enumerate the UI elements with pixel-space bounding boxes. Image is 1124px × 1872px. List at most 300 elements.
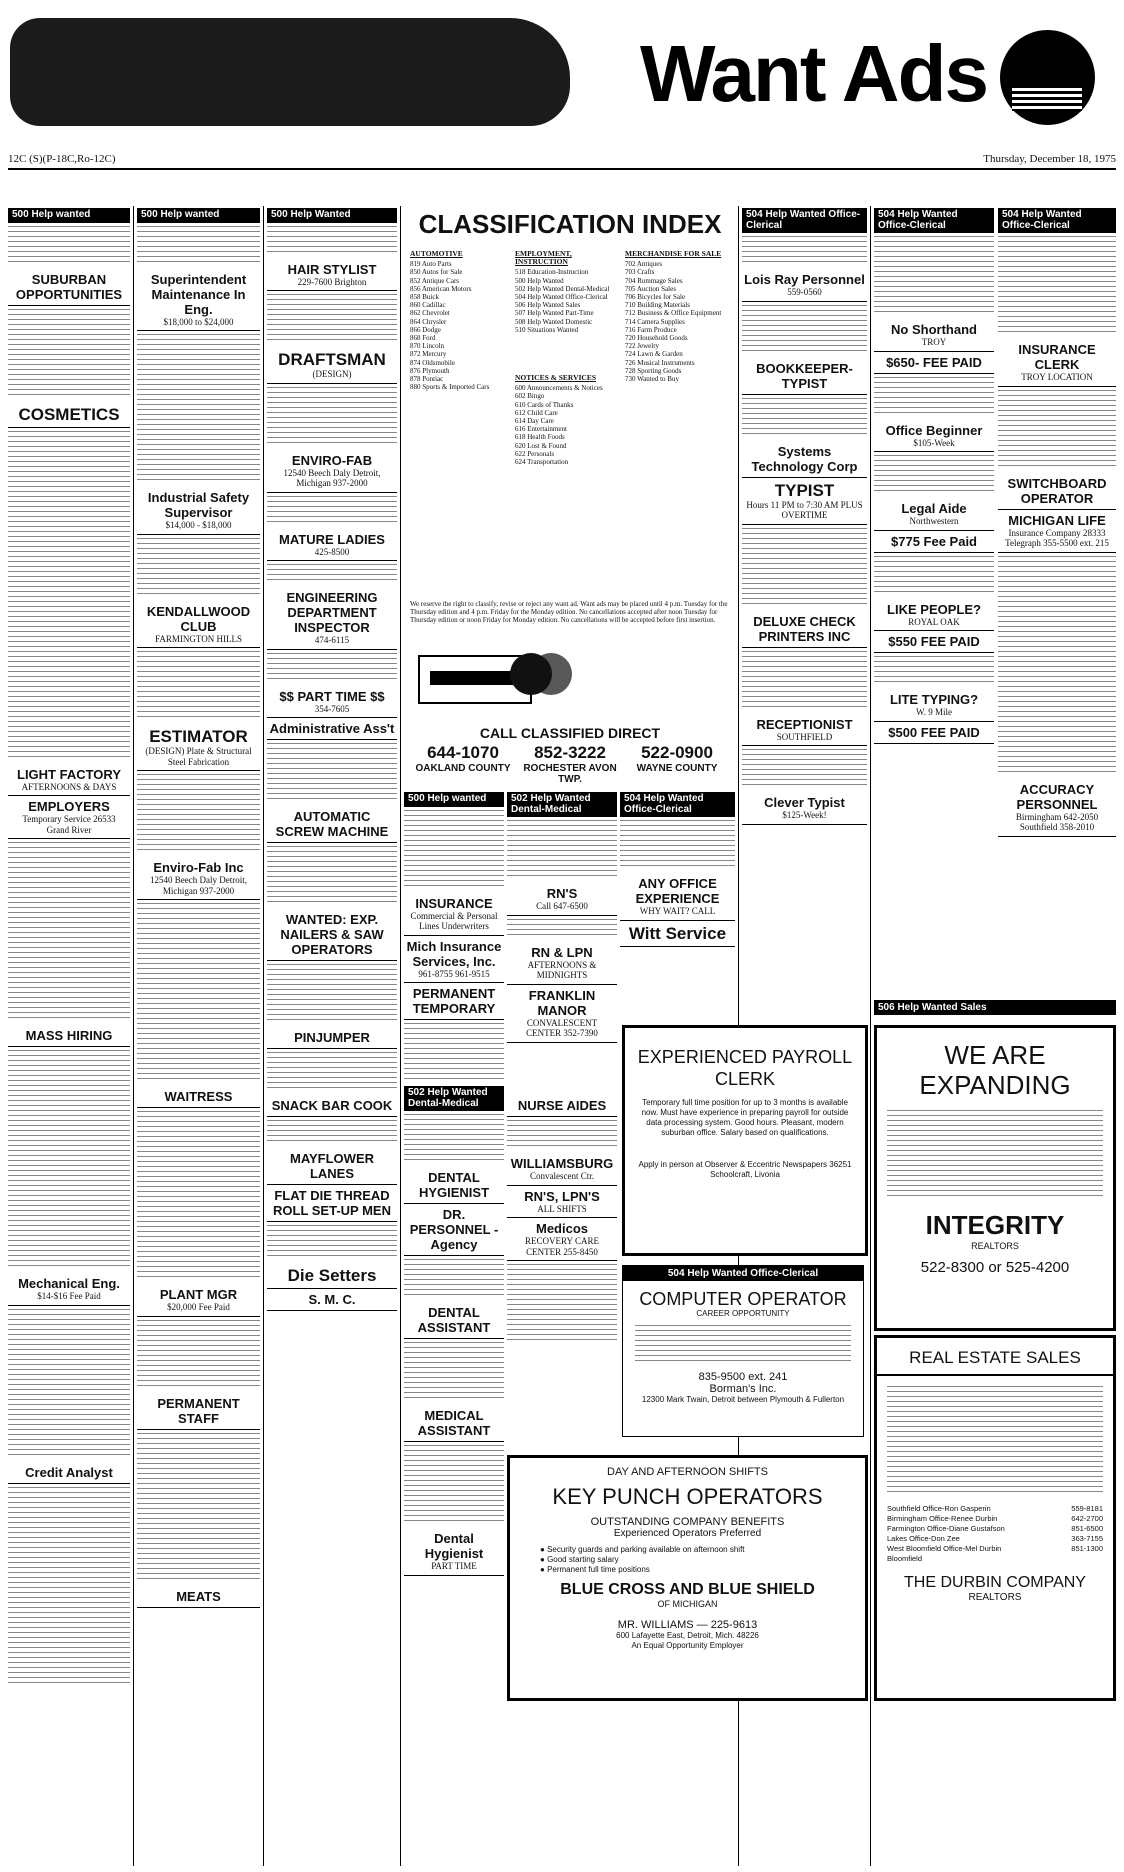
phone-oakland <box>410 743 516 774</box>
column-header: 504 Help Wanted Office-Clerical <box>620 792 735 817</box>
ad-top-line: DAY AND AFTERNOON SHIFTS <box>607 1466 768 1478</box>
ad <box>404 1528 504 1576</box>
office-row: Southfield Office-Ron Gasperin 559-8181 <box>887 1504 1103 1513</box>
ad-heading: COSMETICS <box>18 404 120 424</box>
payroll-clerk-ad <box>622 1025 868 1256</box>
ad-address: 12300 Mark Twain, Detroit between Plymouth & Fullerton <box>641 1395 845 1404</box>
index-item: 508 Help Wanted Domestic <box>515 317 593 326</box>
ad-subtext: W. 9 Mile <box>916 707 952 717</box>
ad-heading: Industrial Safety Supervisor <box>147 490 250 520</box>
ad <box>507 942 617 985</box>
ad-text <box>635 1325 851 1365</box>
ad-heading: ENGINEERING DEPARTMENT INSPECTOR <box>286 590 378 635</box>
ad-text <box>507 919 617 939</box>
ad <box>742 714 867 747</box>
column-2 <box>137 206 260 1866</box>
ad <box>137 1393 260 1430</box>
index-item: 504 Help Wanted Office-Clerical <box>515 293 608 302</box>
ad-heading: Clever Typist <box>764 795 845 810</box>
ad-text <box>742 528 867 608</box>
ad-subtext: TROY LOCATION <box>1021 372 1093 382</box>
index-group-name: NOTICES & SERVICES <box>515 373 597 383</box>
ad-text <box>874 556 994 596</box>
column-5 <box>507 790 617 1090</box>
index-item: 618 Health Foods <box>515 433 565 442</box>
ad <box>507 883 617 916</box>
ad-text <box>137 903 260 1083</box>
column-header: 502 Help Wanted Dental-Medical <box>404 1086 504 1111</box>
bullet: ● Permanent full time positions <box>540 1565 650 1574</box>
ad-company: INTEGRITY <box>925 1210 1065 1240</box>
ad <box>507 1218 617 1261</box>
ad-address: 600 Lafayette East, Detroit, Mich. 48226 <box>616 1631 759 1640</box>
ad-text <box>267 387 397 447</box>
ad <box>267 1185 397 1222</box>
index-item: 728 Sporting Goods <box>625 366 682 375</box>
ad <box>742 611 867 648</box>
ad-heading: WAITRESS <box>164 1089 233 1104</box>
ad <box>404 936 504 984</box>
ad-heading: WILLIAMSBURG <box>510 1156 614 1171</box>
ad-subtext: Convalescent Ctr. <box>530 1171 594 1181</box>
ad-text <box>137 334 260 484</box>
column-3 <box>267 206 397 1866</box>
ad-heading: INSURANCE <box>415 895 493 911</box>
ad <box>8 1462 130 1484</box>
ad-text <box>137 226 260 266</box>
ad-subtext: 354-7605 <box>314 703 350 714</box>
ad-realtors: REALTORS <box>968 1592 1022 1603</box>
ad <box>8 764 130 797</box>
ad-text <box>8 842 130 1022</box>
ad-text <box>742 305 867 355</box>
ad-heading: Credit Analyst <box>25 1464 113 1480</box>
ad <box>8 1273 130 1306</box>
ad <box>8 796 130 839</box>
index-item: 702 Antiques <box>625 260 663 269</box>
ad-heading: ENVIRO-FAB <box>291 452 373 468</box>
ad-heading: Systems Technology Corp <box>751 443 858 474</box>
ad-heading: SWITCHBOARD OPERATOR <box>1007 475 1107 506</box>
index-item: 502 Help Wanted Dental-Medical <box>515 284 610 293</box>
ad <box>267 1263 397 1289</box>
masthead-title: Want Ads <box>640 29 987 118</box>
ad-heading: RN'S, LPN'S <box>524 1188 600 1204</box>
ad-text <box>137 1111 260 1281</box>
ad-text <box>404 810 504 890</box>
ad <box>137 724 260 771</box>
index-group-name: MERCHANDISE FOR SALE <box>625 249 722 258</box>
index-group <box>410 250 510 391</box>
index-item: 622 Personals <box>515 449 555 458</box>
ad-subtext: Commercial & Personal Lines Underwriters <box>410 910 498 931</box>
index-policy-note: We reserve the right to classify, revise or reject any want ad. Want ads may be placed until 4 p.m. Tuesday for the Thursday edition and 4 p.m. Friday for the Monday edition. No cancellations accepted after noon Tuesday for Thursday edition or noon Friday for Monday edition. No cancellations will be accepted before first insertion. <box>410 600 728 624</box>
ad <box>620 873 735 921</box>
index-item: 710 Building Materials <box>625 301 690 310</box>
ad-heading: $550 FEE PAID <box>888 634 980 649</box>
ad-eeo: An Equal Opportunity Employer <box>631 1641 744 1650</box>
ad-realtors: REALTORS <box>971 1241 1019 1251</box>
ad-text <box>742 236 867 266</box>
ad-heading: Lois Ray Personnel <box>744 272 865 287</box>
index-item: 876 Plymouth <box>410 366 450 375</box>
ad <box>267 259 397 292</box>
ad-text <box>887 1110 1103 1200</box>
index-item: 874 Oldsmobile <box>410 358 455 367</box>
master-charge-logo-icon <box>510 645 572 707</box>
ad-company: THE DURBIN COMPANY <box>904 1574 1086 1591</box>
ad-subtext: 12540 Beech Daly Detroit, Michigan 937-2000 <box>150 875 247 896</box>
index-item: 706 Bicycles for Sale <box>625 293 686 302</box>
ad-text <box>137 651 260 721</box>
ad-text <box>267 964 397 1024</box>
ad-heading: COMPUTER OPERATOR <box>639 1289 847 1309</box>
column-header: 504 Help Wanted Office-Clerical <box>742 208 867 233</box>
ad-subtext: OUTSTANDING COMPANY BENEFITS <box>590 1516 785 1528</box>
index-item: 716 Farm Produce <box>625 325 677 334</box>
ad-heading: BOOKKEEPER-TYPIST <box>756 360 853 391</box>
index-item: 858 Buick <box>410 293 439 302</box>
ad-subtext: ROYAL OAK <box>908 616 960 627</box>
integrity-ad <box>874 1025 1116 1331</box>
ad-heading: No Shorthand <box>891 322 977 337</box>
key-punch-ad <box>507 1455 868 1701</box>
ad <box>267 347 397 384</box>
ad-subtext: PART TIME <box>431 1561 477 1571</box>
ad-text <box>267 653 397 683</box>
ad-heading: DRAFTSMAN <box>278 350 386 369</box>
ad <box>267 450 397 493</box>
index-item: 860 Cadillac <box>410 301 446 310</box>
ad-text <box>620 820 735 870</box>
column-rule <box>870 206 871 1866</box>
ad-text <box>267 846 397 906</box>
bullet: ● Security guards and parking available on afternoon shift <box>540 1545 745 1554</box>
ad-text <box>8 431 130 761</box>
durbin-ad <box>874 1335 1116 1701</box>
ad-subtext: (DESIGN) <box>312 369 352 379</box>
ad-heading: Medicos <box>535 1221 588 1236</box>
ad <box>874 599 994 632</box>
index-item: 868 Ford <box>410 334 436 343</box>
ad-heading: FRANKLIN MANOR <box>528 987 596 1018</box>
ad <box>742 441 867 478</box>
ad-subtext: 229-7600 Brighton <box>297 276 367 287</box>
ad-text <box>8 309 130 399</box>
ad <box>137 1086 260 1108</box>
index-item: 870 Lincoln <box>410 342 445 351</box>
office-row: Farmington Office-Diane Gustafson 851-6500 <box>887 1524 1103 1533</box>
ad-heading: $$ PART TIME $$ <box>279 688 385 704</box>
ad-text <box>137 538 260 598</box>
index-item: 714 Camera Supplies <box>625 317 685 326</box>
column-4 <box>404 790 504 1866</box>
ad-subtext: 12540 Beech Daly Detroit, Michigan 937-2000 <box>283 467 381 488</box>
phone-wayne <box>624 743 730 774</box>
ad-heading: DELUXE CHECK PRINTERS INC <box>753 613 856 644</box>
ad-text <box>267 1120 397 1145</box>
ad-heading: RN'S <box>546 886 578 901</box>
ad <box>404 893 504 936</box>
column-5-lower <box>507 1095 617 1395</box>
ad-heading: MATURE LADIES <box>279 531 385 547</box>
ad <box>267 1095 397 1117</box>
ad-text <box>8 1309 130 1459</box>
ad-heading: ANY OFFICE EXPERIENCE <box>635 876 720 906</box>
ad <box>267 1148 397 1185</box>
index-item: 878 Pontiac <box>410 375 444 384</box>
ad-subtext: 559-0560 <box>787 287 822 297</box>
ad-body: Temporary full time position for up to 3 months is available now. Must have experience in preparing payroll for outside data processing system. Good hours. Pleasant, modern suburban office. Salary based on qualifications. <box>641 1098 849 1137</box>
ad-subtext: $20,000 Fee Paid <box>167 1302 230 1312</box>
index-item: 705 Auction Sales <box>625 284 676 293</box>
ad-text <box>874 236 994 316</box>
bullet: ● Good starting salary <box>540 1555 619 1564</box>
ad-text <box>8 1487 130 1687</box>
ad-heading: Superintendent Maintenance In Eng. <box>150 271 247 317</box>
index-item: 862 Chevrolet <box>410 309 450 318</box>
ad <box>404 1167 504 1204</box>
ad <box>742 478 867 525</box>
ad <box>620 921 735 947</box>
masthead-smear <box>10 18 570 126</box>
computer-operator-ad <box>622 1265 864 1437</box>
ad-heading: $650- FEE PAID <box>886 354 982 370</box>
ad <box>404 1405 504 1442</box>
ad-heading: Mich Insurance Services, Inc. <box>406 938 502 969</box>
ad-subtext: 474-6115 <box>314 635 350 645</box>
ad-subtext: $125-Week! <box>782 810 827 820</box>
ad-heading: $775 Fee Paid <box>891 533 977 549</box>
ad <box>267 1027 397 1049</box>
ad-text <box>267 226 397 256</box>
ad-heading: ACCURACY PERSONNEL <box>1016 781 1098 812</box>
ad-heading: Office Beginner <box>885 422 983 438</box>
ad-text <box>887 1386 1103 1496</box>
ad-heading: ESTIMATOR <box>149 727 248 746</box>
ad <box>267 686 397 719</box>
ad-heading: Mechanical Eng. <box>18 1276 120 1291</box>
ad-subtext: Call 647-6500 <box>536 901 588 911</box>
ad-heading: LIKE PEOPLE? <box>887 601 981 617</box>
ad-subtext: $14-$16 Fee Paid <box>37 1291 101 1301</box>
ad-text <box>507 820 617 880</box>
index-item: 602 Bingo <box>515 392 545 401</box>
ad <box>874 531 994 553</box>
ad-heading: RECEPTIONIST <box>756 716 853 732</box>
index-item: 620 Lost & Found <box>515 441 567 450</box>
ad <box>742 792 867 825</box>
ad-subtext: FARMINGTON HILLS <box>155 633 242 644</box>
ad <box>404 1302 504 1339</box>
phone-number: 852-3222 <box>534 743 606 762</box>
index-group <box>515 250 620 466</box>
phone-rochester <box>517 743 623 785</box>
ad-subtext: Northwestern <box>909 516 959 526</box>
ad-text <box>267 1052 397 1092</box>
ad-heading: PERMANENT STAFF <box>157 1395 240 1426</box>
ad-text <box>267 1225 397 1260</box>
index-item: 726 Musical Instruments <box>625 358 695 367</box>
ad <box>267 587 397 650</box>
ad-subtext: CAREER OPPORTUNITY <box>696 1309 790 1318</box>
ad-heading: WANTED: EXP. NAILERS & SAW OPERATORS <box>280 912 384 957</box>
ad <box>874 689 994 722</box>
ad-heading: DR. PERSONNEL - Agency <box>409 1207 499 1252</box>
ad-heading: NURSE AIDES <box>517 1098 607 1113</box>
ad-heading: Enviro-Fab Inc <box>153 860 244 875</box>
column-9 <box>998 206 1116 996</box>
index-item: 720 Household Goods <box>625 334 688 343</box>
phone-area: OAKLAND COUNTY <box>415 763 511 774</box>
ad-heading: $500 FEE PAID <box>888 724 980 740</box>
ad-heading: Legal Aide <box>901 501 967 516</box>
ad-text <box>137 1320 260 1390</box>
ad <box>874 352 994 374</box>
index-item: 600 Announcements & Notices <box>515 384 603 393</box>
column-header: 506 Help Wanted Sales <box>874 1000 1116 1015</box>
ad <box>137 1586 260 1608</box>
ad-subtext: CONVALESCENT CENTER 352-7390 <box>526 1017 598 1038</box>
ad-text <box>874 455 994 495</box>
ad-heading: INSURANCE CLERK <box>1018 342 1096 372</box>
ad <box>137 601 260 649</box>
index-item: 612 Child Care <box>515 408 558 417</box>
column-1 <box>8 206 130 1866</box>
index-item: 507 Help Wanted Part-Time <box>515 309 594 318</box>
ad-heading: PERMANENT TEMPORARY <box>412 986 496 1016</box>
call-direct-heading: CALL CLASSIFIED DIRECT <box>479 725 661 741</box>
ad-subtext: Insurance Company 28333 Telegraph 355-5500 ext. 215 <box>1005 527 1109 548</box>
ad-subtext: Hours 11 PM to 7:30 AM PLUS OVERTIME <box>746 499 863 520</box>
ad-heading: AUTOMATIC SCREW MACHINE <box>275 809 389 839</box>
index-item: 850 Autos for Sale <box>410 268 463 277</box>
ad-text <box>137 774 260 854</box>
ad-subtext: WHY WAIT? CALL <box>639 906 716 916</box>
ad <box>874 420 994 453</box>
ad <box>404 983 504 1020</box>
ad-company: BLUE CROSS AND BLUE SHIELD <box>560 1581 815 1598</box>
office-row: Bloomfield <box>887 1554 923 1563</box>
index-item: 724 Lawn & Garden <box>625 350 683 359</box>
column-6 <box>620 790 735 1010</box>
ad-heading: DENTAL HYGIENIST <box>418 1170 490 1200</box>
ad-subtext: Birmingham 642-2050 Southfield 358-2010 <box>1015 811 1099 832</box>
ad <box>8 1025 130 1047</box>
index-item: 866 Dodge <box>410 325 441 334</box>
ad-heading: MEATS <box>176 1588 221 1604</box>
ad-text <box>874 377 994 417</box>
ad-text <box>998 236 1116 336</box>
ad-phones: 522-8300 or 525-4200 <box>920 1259 1070 1276</box>
index-item: 872 Mercury <box>410 350 447 359</box>
index-item: 510 Situations Wanted <box>515 325 579 334</box>
ad-heading: Administrative Ass't <box>269 721 395 736</box>
ad <box>998 510 1116 553</box>
ad-subtext: TROY <box>921 337 947 347</box>
index-item: 730 Wanted to Buy <box>625 375 679 384</box>
ad <box>507 1186 617 1219</box>
ad-heading: MICHIGAN LIFE <box>1008 512 1106 528</box>
ad-text <box>742 398 867 438</box>
ad-text <box>404 1259 504 1299</box>
ad <box>998 473 1116 510</box>
ad-heading: MASS HIRING <box>25 1028 113 1043</box>
index-item: 722 Jewelry <box>625 342 660 351</box>
ad-subtext: AFTERNOONS & MIDNIGHTS <box>527 959 597 980</box>
publication-date: Thursday, December 18, 1975 <box>983 153 1116 165</box>
ad <box>137 1284 260 1317</box>
ad-heading: LIGHT FACTORY <box>17 766 121 782</box>
ad <box>507 985 617 1043</box>
column-header: 504 Help Wanted Office-Clerical <box>623 1266 863 1281</box>
index-item: 616 Entertainment <box>515 425 567 434</box>
column-7 <box>742 206 867 996</box>
column-header: 500 Help wanted <box>404 792 504 807</box>
column-header: 500 Help wanted <box>137 208 260 223</box>
index-item: 856 American Motors <box>410 284 472 293</box>
ad-apply: Apply in person at Observer & Eccentric Newspapers 36251 Schoolcraft, Livonia <box>638 1160 852 1179</box>
dateline <box>8 150 1116 170</box>
ad-subtext: (DESIGN) Plate & Structural Steel Fabrication <box>145 746 252 767</box>
newspaper-logo-icon <box>1000 30 1095 125</box>
ad-text <box>8 226 130 266</box>
ad-heading: WE ARE EXPANDING <box>919 1040 1071 1100</box>
ad-heading: KENDALLWOOD CLUB <box>146 603 251 634</box>
ad-subtext: ALL SHIFTS <box>537 1203 587 1214</box>
ad-text <box>267 294 397 344</box>
ad-heading: Die Setters <box>287 1266 377 1285</box>
column-rule <box>400 206 401 1866</box>
index-group-name: EMPLOYMENT, INSTRUCTION <box>515 249 572 267</box>
ad-text <box>404 1342 504 1402</box>
ad-heading: PLANT MGR <box>159 1287 238 1302</box>
ad-heading: PINJUMPER <box>294 1030 370 1045</box>
ad-heading: Witt Service <box>628 923 727 943</box>
ad <box>267 1289 397 1311</box>
column-header: 500 Help Wanted <box>267 208 397 223</box>
ad <box>874 319 994 352</box>
ad <box>874 631 994 653</box>
ad-subtext: Temporary Service 26533 Grand River <box>22 814 116 835</box>
ad <box>507 1153 617 1186</box>
ad <box>742 269 867 302</box>
ad <box>137 857 260 900</box>
ad <box>998 339 1116 387</box>
ad <box>874 498 994 531</box>
page-code: 12C (S)(P-18C,Ro-12C) <box>8 153 116 165</box>
ad <box>507 1095 617 1117</box>
ad-heading: Dental Hygienist <box>424 1531 484 1561</box>
ad-company: Borman's Inc. <box>709 1383 777 1395</box>
ad-text <box>404 1445 504 1525</box>
ad <box>267 718 397 740</box>
column-header: 504 Help Wanted Office-Clerical <box>998 208 1116 233</box>
ad-text <box>404 1114 504 1164</box>
phone-number: 644-1070 <box>427 743 499 762</box>
ad <box>137 487 260 535</box>
ad-text <box>874 656 994 686</box>
ad <box>8 269 130 306</box>
ad-subtext: 425-8500 <box>314 546 350 557</box>
ad <box>742 358 867 395</box>
index-item: 624 Transportation <box>515 458 569 467</box>
column-8 <box>874 206 994 996</box>
ad-contact: MR. WILLIAMS — 225-9613 <box>617 1619 758 1631</box>
ad-heading: DENTAL ASSISTANT <box>417 1305 491 1335</box>
ad-text <box>267 743 397 803</box>
index-item: 506 Help Wanted Sales <box>515 301 581 310</box>
